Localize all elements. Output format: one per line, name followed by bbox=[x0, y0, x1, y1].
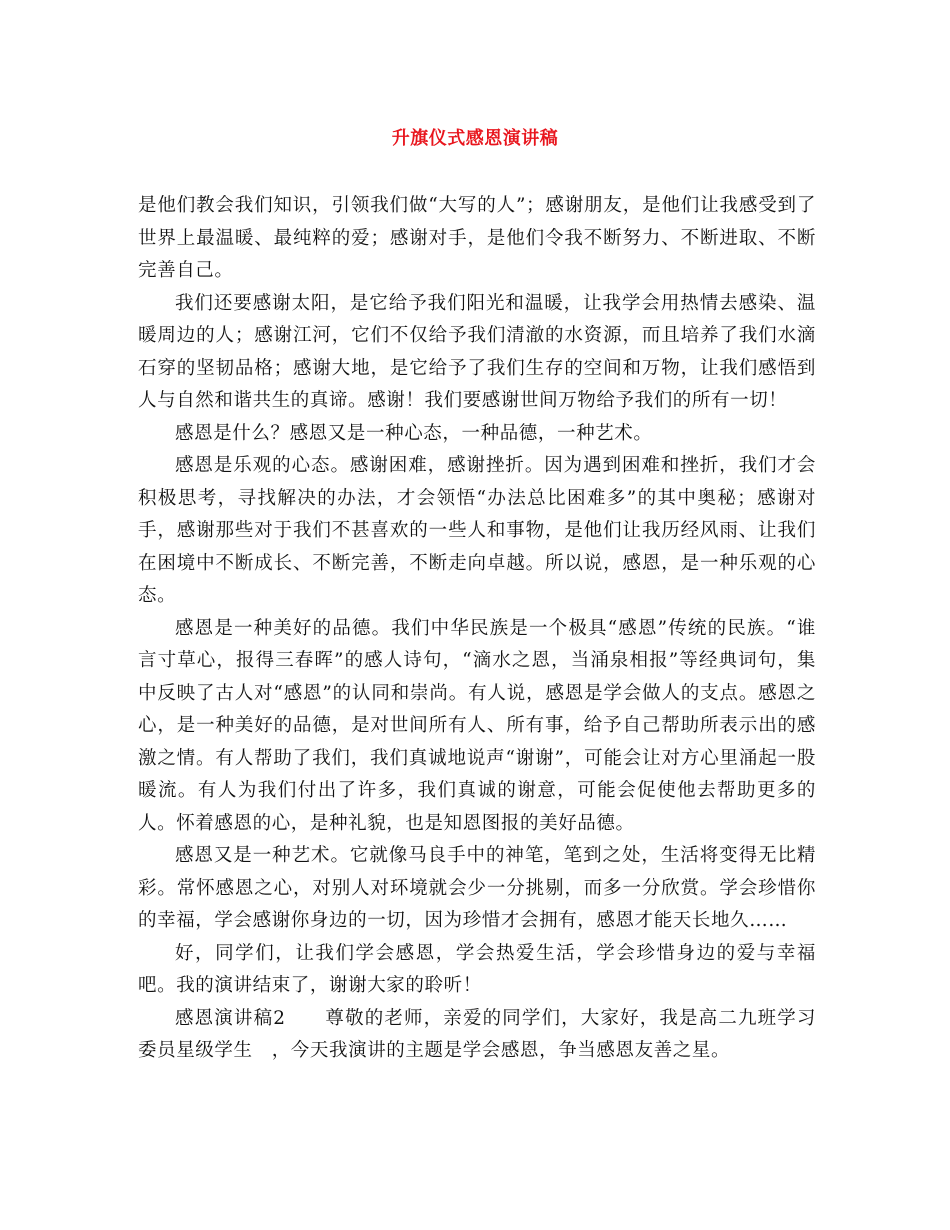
paragraph-2: 我们还要感谢太阳，是它给予我们阳光和温暖，让我学会用热情去感染、温暖周边的人；感谢江河，它们不仅给予我们清澈的水资源，而且培养了我们水滴石穿的坚韧品格；感谢大地，是它给予了我们生存的空间和万物，让我们感悟到人与自然和谐共生的真谛。感谢！我们要感谢世间万物给予我们的所有一切！ bbox=[138, 292, 816, 411]
paragraph-3: 感恩是什么？感恩又是一种心态，一种品德，一种艺术。 bbox=[175, 422, 653, 444]
paragraph-1: 是他们教会我们知识，引领我们做“大写的人”；感谢朋友，是他们让我感受到了世界上最温暖、最纯粹的爱；感谢对手，是他们令我不断努力、不断进取、不断完善自己。 bbox=[138, 195, 816, 281]
paragraph-7: 好，同学们，让我们学会感恩，学会热爱生活，学会珍惜身边的爱与幸福吧。我的演讲结束了，谢谢大家的聆听！ bbox=[138, 942, 816, 996]
paragraph-4: 感恩是乐观的心态。感谢困难，感谢挫折。因为遇到困难和挫折，我们才会积极思考，寻找解决的办法，才会领悟“办法总比困难多”的其中奥秘；感谢对手，感谢那些对于我们不甚喜欢的一些人和事物，是他们让我历经风雨、让我们在困境中不断成长、不断完善，不断走向卓越。所以说，感恩，是一种乐观的心态。 bbox=[138, 455, 816, 606]
paragraph-8: 感恩演讲稿2 尊敬的老师，亲爱的同学们，大家好，我是高二九班学习委员星级学生 ，今天我演讲的主题是学会感恩，争当感恩友善之星。 bbox=[138, 1007, 816, 1061]
paragraph-5: 感恩是一种美好的品德。我们中华民族是一个极具“感恩”传统的民族。“谁言寸草心，报得三春晖”的感人诗句，“滴水之恩，当涌泉相报”等经典词句，集中反映了古人对“感恩”的认同和崇尚。有人说，感恩是学会做人的支点。感恩之心，是一种美好的品德，是对世间所有人、所有事，给予自己帮助所表示出的感激之情。有人帮助了我们，我们真诚地说声“谢谢”，可能会让对方心里涌起一股暖流。有人为我们付出了许多，我们真诚的谢意，可能会促使他去帮助更多的人。怀着感恩的心，是种礼貌，也是知恩图报的美好品德。 bbox=[138, 617, 816, 834]
document-body bbox=[138, 190, 816, 1068]
paragraph-6: 感恩又是一种艺术。它就像马良手中的神笔，笔到之处，生活将变得无比精彩。常怀感恩之心，对别人对环境就会少一分挑剔，而多一分欣赏。学会珍惜你的幸福，学会感谢你身边的一切，因为珍惜才会拥有，感恩才能天长地久…… bbox=[138, 845, 816, 931]
document-title: 升旗仪式感恩演讲稿 bbox=[391, 128, 559, 149]
